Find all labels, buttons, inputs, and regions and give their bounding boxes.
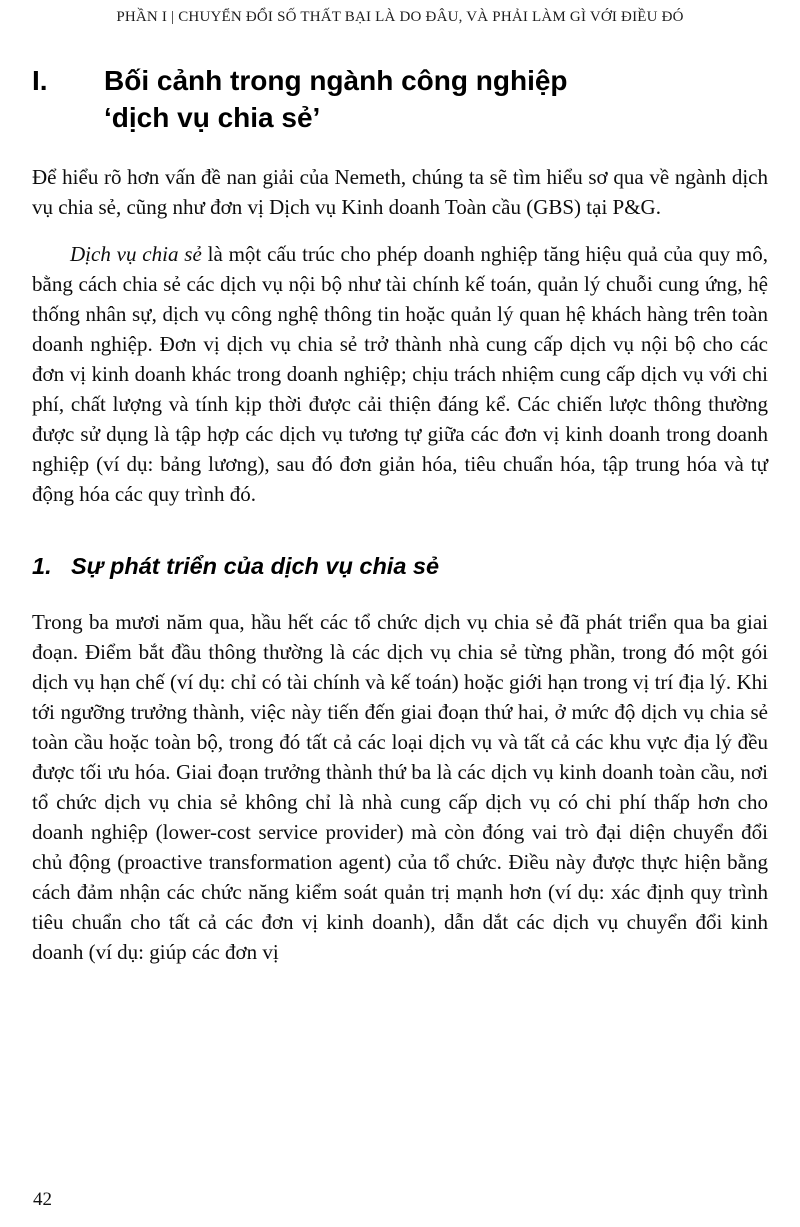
section-title: Sự phát triển của dịch vụ chia sẻ — [71, 553, 440, 579]
paragraph-shared-services-text: là một cấu trúc cho phép doanh nghiệp tăng hiệu quả của quy mô, bằng cách chia sẻ các dịch vụ nội bộ như tài chính kế toán, quản lý chuỗi cung ứng, hệ thống nhân sự, dịch vụ công nghệ thông tin hoặc quản lý quan hệ khách hàng trên toàn doanh nghiệp. Đơn vị dịch vụ chia sẻ trở thành nhà cung cấp dịch vụ nội bộ cho các đơn vị kinh doanh khác trong doanh nghiệp; chịu trách nhiệm cung cấp dịch vụ với chi phí, chất lượng và tính kịp thời được cải thiện đáng kể. Các chiến lược thông thường được sử dụng là tập hợp các dịch vụ tương tự giữa các đơn vị kinh doanh trong doanh nghiệp (ví dụ: bảng lương), sau đó đơn giản hóa, tiêu chuẩn hóa, tập trung hóa và tự động hóa các quy trình đó. — [32, 242, 768, 506]
chapter-title-line-2: ‘dịch vụ chia sẻ’ — [104, 102, 321, 133]
paragraph-intro: Để hiểu rõ hơn vấn đề nan giải của Nemeth, chúng ta sẽ tìm hiểu sơ qua về ngành dịch vụ chia sẻ, cũng như đơn vị Dịch vụ Kinh doanh Toàn cầu (GBS) tại P&G. — [32, 165, 768, 219]
chapter-title — [104, 62, 768, 136]
italic-term-shared-services: Dịch vụ chia sẻ — [70, 242, 202, 266]
section-heading — [32, 551, 768, 581]
paragraph-evolution: Trong ba mươi năm qua, hầu hết các tổ chức dịch vụ chia sẻ đã phát triển qua ba giai đoạn. Điểm bắt đầu thông thường là các dịch vụ chia sẻ từng phần, trong đó một gói dịch vụ hạn chế (ví dụ: chỉ có tài chính và kế toán) hoặc giới hạn trong vị trí địa lý. Khi tới ngưỡng trưởng thành, việc này tiến đến giai đoạn thứ hai, ở mức độ dịch vụ chia sẻ toàn cầu hoặc toàn bộ, trong đó tất cả các loại dịch vụ và tất cả các khu vực địa lý đều được tối ưu hóa. Giai đoạn trưởng thành thứ ba là các dịch vụ kinh doanh toàn cầu, nơi tổ chức dịch vụ chia sẻ không chỉ là nhà cung cấp dịch vụ có chi phí thấp hơn cho doanh nghiệp (lower-cost service provider) mà còn đóng vai trò đại diện chuyển đổi chủ động (proactive transformation agent) của tổ chức. Điều này được thực hiện bằng cách đảm nhận các chức năng kiểm soát quản trị mạnh hơn (ví dụ: xác định quy trình tiêu chuẩn cho tất cả các đơn vị kinh doanh), dẫn dắt các dịch vụ chuyển đổi kinh doanh (ví dụ: giúp các đơn vị — [32, 610, 768, 964]
chapter-heading — [32, 62, 768, 136]
page-number: 42 — [33, 1189, 52, 1210]
chapter-number: I. — [32, 65, 48, 96]
running-header: PHẦN I | CHUYỂN ĐỔI SỐ THẤT BẠI LÀ DO ĐÂU, VÀ PHẢI LÀM GÌ VỚI ĐIỀU ĐÓ — [116, 9, 684, 25]
section-number: 1. — [32, 553, 52, 579]
paragraph-shared-services — [32, 239, 768, 509]
chapter-title-line-1: Bối cảnh trong ngành công nghiệp — [104, 65, 568, 96]
